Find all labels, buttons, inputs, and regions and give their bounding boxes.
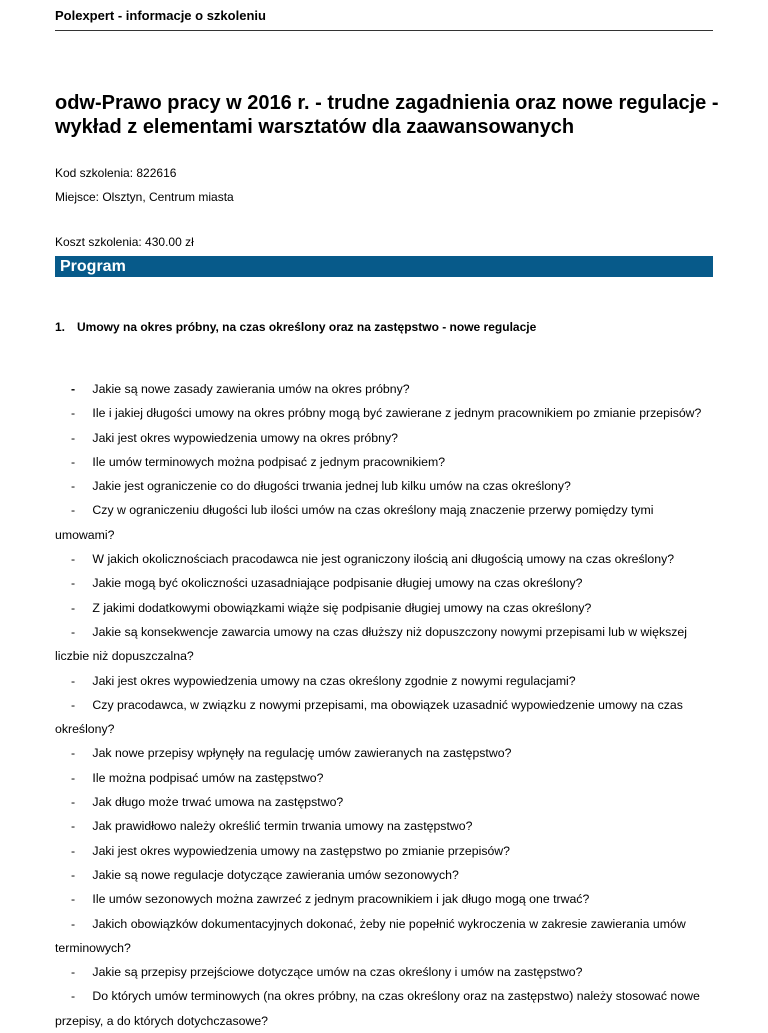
question-text: Jakie są przepisy przejściowe dotyczące umów na czas określony i umów na zastępstwo? [89, 965, 583, 980]
list-dash: - [71, 965, 76, 980]
question-item [55, 547, 715, 571]
list-dash: - [71, 382, 76, 396]
question-item [55, 596, 715, 620]
question-text: Z jakimi dodatkowymi obowiązkami wiąże się podpisanie długiej umowy na czas określony? [89, 600, 592, 615]
question-item [55, 960, 715, 984]
list-dash: - [71, 819, 76, 834]
question-text: Jakie jest ograniczenie co do długości trwania jednej lub kilku umów na czas określony? [89, 479, 571, 494]
list-dash: - [71, 867, 76, 882]
list-dash: - [71, 746, 76, 761]
list-dash: - [71, 916, 76, 931]
page-header: Polexpert - informacje o szkoleniu [55, 8, 713, 31]
question-item [55, 377, 715, 401]
program-point-heading: 1. Umowy na okres próbny, na czas określony oraz na zastępstwo - nowe regulacje [55, 320, 537, 334]
list-dash: - [71, 673, 76, 688]
list-dash: - [71, 600, 76, 615]
list-dash: - [71, 843, 76, 858]
question-text: Jaki jest okres wypowiedzenia umowy na zastępstwo po zmianie przepisów? [89, 843, 511, 858]
question-text: W jakich okolicznościach pracodawca nie jest ograniczony ilością ani długością umowy na czas określony? [89, 552, 675, 567]
list-dash: - [71, 576, 76, 591]
program-section-header: Program [55, 256, 713, 277]
list-dash: - [71, 430, 76, 445]
course-code: Kod szkolenia: 822616 [55, 166, 177, 180]
question-list [55, 377, 715, 1033]
question-item [55, 693, 715, 742]
question-item [55, 863, 715, 887]
question-item [55, 620, 715, 669]
question-item [55, 814, 715, 838]
list-dash: - [71, 892, 76, 907]
question-item [55, 669, 715, 693]
list-dash: - [71, 552, 76, 567]
question-item [55, 498, 715, 547]
list-dash: - [71, 697, 76, 712]
question-item [55, 790, 715, 814]
list-dash: - [71, 454, 76, 469]
question-text: Jakie są nowe zasady zawierania umów na okres próbny? [89, 382, 410, 396]
question-text: Jak prawidłowo należy określić termin trwania umowy na zastępstwo? [89, 819, 473, 834]
question-text: Czy w ograniczeniu długości lub ilości umów na czas określony mają znaczenie przerwy pomiędzy tymi umowami? [55, 503, 654, 542]
course-cost: Koszt szkolenia: 430.00 zł [55, 235, 194, 249]
question-text: Ile można podpisać umów na zastępstwo? [89, 770, 324, 785]
question-text: Czy pracodawca, w związku z nowymi przepisami, ma obowiązek uzasadnić wypowiedzenie umowy na czas określony? [55, 697, 683, 737]
question-item [55, 450, 715, 474]
question-text: Jaki jest okres wypowiedzenia umowy na okres próbny? [89, 430, 398, 445]
list-dash: - [71, 406, 76, 421]
question-text: Jakie mogą być okoliczności uzasadniające podpisanie długiej umowy na czas określony? [89, 576, 583, 591]
course-location: Miejsce: Olsztyn, Centrum miasta [55, 190, 234, 204]
list-dash: - [71, 989, 76, 1004]
question-text: Jak długo może trwać umowa na zastępstwo? [89, 795, 344, 810]
question-text: Jakie są konsekwencje zawarcia umowy na czas dłuższy niż dopuszczony nowymi przepisami lub w większej liczbie niż dopuszczalna? [55, 624, 688, 664]
question-text: Ile umów sezonowych można zawrzeć z jednym pracownikiem i jak długo mogą one trwać? [89, 892, 590, 907]
question-item [55, 984, 715, 1033]
question-item [55, 474, 715, 498]
question-text: Jaki jest okres wypowiedzenia umowy na czas określony zgodnie z nowymi regulacjami? [89, 673, 576, 688]
question-text: Jakie są nowe regulacje dotyczące zawierania umów sezonowych? [89, 867, 459, 882]
question-text: Ile umów terminowych można podpisać z jednym pracownikiem? [89, 454, 446, 469]
question-item [55, 839, 715, 863]
question-text: Jakich obowiązków dokumentacyjnych dokonać, żeby nie popełnić wykroczenia w zakresie zawierania umów terminowych? [55, 916, 686, 955]
question-item [55, 741, 715, 765]
question-text: Jak nowe przepisy wpłynęły na regulację umów zawieranych na zastępstwo? [89, 746, 512, 761]
question-item [55, 401, 715, 425]
question-item [55, 887, 715, 911]
question-item [55, 912, 715, 961]
list-dash: - [71, 503, 76, 518]
list-dash: - [71, 479, 76, 494]
question-text: Do których umów terminowych (na okres próbny, na czas określony oraz na zastępstwo) należy stosować nowe przepisy, a do których dotychczasowe? [55, 989, 700, 1028]
question-item [55, 766, 715, 790]
question-item [55, 426, 715, 450]
list-dash: - [71, 624, 76, 639]
question-item [55, 571, 715, 595]
course-title: odw-Prawo pracy w 2016 r. - trudne zagadnienia oraz nowe regulacje - wykład z elementami warsztatów dla zaawansowanych [55, 92, 719, 138]
list-dash: - [71, 795, 76, 810]
question-text: Ile i jakiej długości umowy na okres próbny mogą być zawierane z jednym pracownikiem po zmianie przepisów? [89, 406, 702, 421]
list-dash: - [71, 770, 76, 785]
